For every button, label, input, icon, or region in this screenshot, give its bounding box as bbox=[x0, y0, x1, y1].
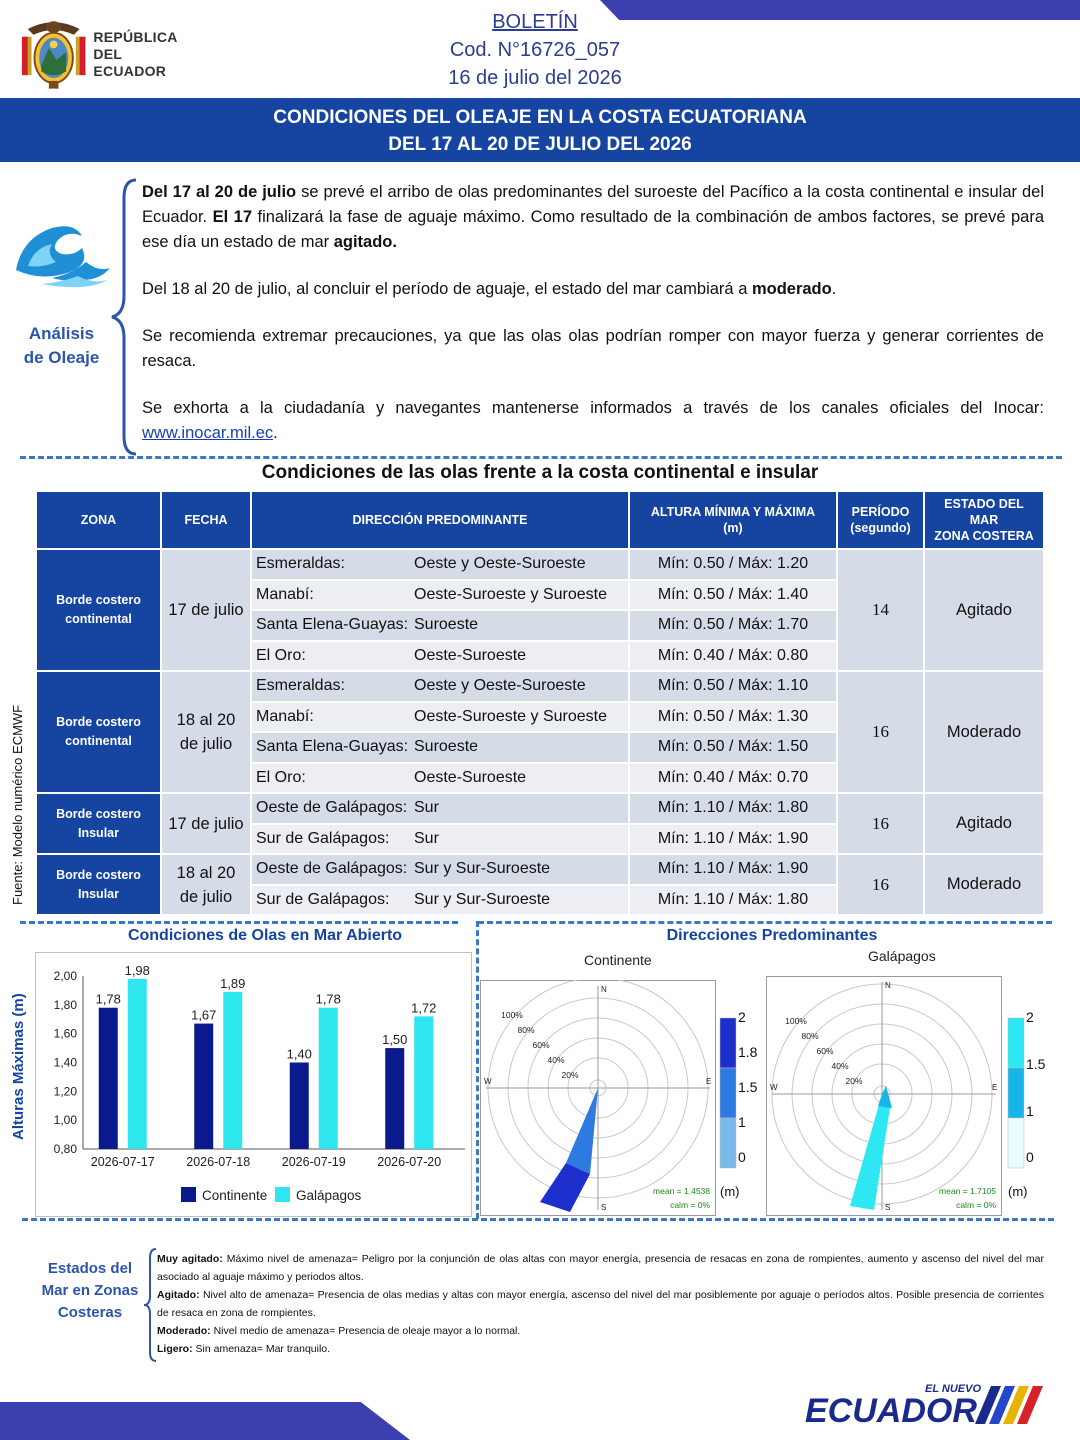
x-tick-label: 2026-07-18 bbox=[186, 1155, 251, 1169]
sea-state-cell: Moderado bbox=[924, 671, 1044, 793]
state-muy-agitado bbox=[157, 1250, 1044, 1286]
sea-state-cell: Agitado bbox=[924, 793, 1044, 854]
date-cell bbox=[161, 671, 251, 793]
compass-n-label: N bbox=[885, 981, 891, 990]
direction-cell bbox=[251, 671, 629, 702]
zone-line1: Borde costero bbox=[56, 867, 141, 882]
place-name: Santa Elena-Guayas: bbox=[256, 616, 409, 634]
header-zona: ZONA bbox=[36, 491, 161, 549]
bar-value-label: 1,89 bbox=[220, 975, 246, 991]
table-body bbox=[36, 549, 1044, 915]
y-tick-label: 1,60 bbox=[53, 1026, 77, 1041]
wave-conditions-table bbox=[35, 490, 1045, 916]
title-line2: DEL 17 AL 20 DE JULIO DEL 2026 bbox=[388, 134, 692, 155]
analysis-p1-bold-dates: Del 17 al 20 de julio bbox=[142, 183, 297, 201]
zone-cell bbox=[36, 671, 161, 793]
state-ligero bbox=[157, 1340, 1044, 1358]
header-estado-line1: ESTADO DEL bbox=[944, 497, 1024, 511]
height-cell: Mín: 0.40 / Máx: 0.70 bbox=[629, 763, 837, 794]
legend-tick-label: 1.5 bbox=[738, 1079, 758, 1095]
rose-ring-label: 60% bbox=[532, 1040, 550, 1050]
separator-1 bbox=[20, 456, 1062, 459]
separator-2-left bbox=[20, 921, 458, 924]
place-name: Oeste de Galápagos: bbox=[256, 860, 408, 878]
analysis-p2-text: Del 18 al 20 de julio, al concluir el período de aguaje, el estado del mar cambiará a bbox=[142, 280, 752, 298]
compass-n-label: N bbox=[601, 985, 607, 994]
header-direccion: DIRECCIÓN PREDOMINANTE bbox=[251, 491, 629, 549]
compass-w-label: W bbox=[484, 1077, 492, 1086]
bar-value-label: 1,50 bbox=[382, 1032, 408, 1048]
y-tick-label: 0,80 bbox=[53, 1142, 77, 1156]
compass-s-label: S bbox=[885, 1203, 891, 1212]
direction-value: Oeste-Suroeste bbox=[414, 646, 527, 664]
legend-swatch bbox=[181, 1187, 196, 1202]
direction-value: Sur y Sur-Suroeste bbox=[414, 890, 551, 908]
separator-vertical bbox=[476, 921, 479, 1219]
bar-value-label: 1,78 bbox=[315, 991, 341, 1007]
analysis-paragraph-2 bbox=[142, 277, 1044, 302]
compass-e-label: E bbox=[706, 1077, 712, 1086]
header-periodo-line1: PERÍODO bbox=[851, 505, 910, 519]
rose-continente-legend bbox=[716, 1008, 776, 1202]
state-ligero-label: Ligero: bbox=[157, 1343, 193, 1355]
place-name: El Oro: bbox=[256, 768, 306, 786]
analysis-brace bbox=[110, 178, 138, 456]
rose-continente-title: Continente bbox=[584, 952, 652, 968]
y-tick-label: 1,20 bbox=[53, 1084, 77, 1099]
direction-value: Oeste-Suroeste y Suroeste bbox=[414, 585, 607, 603]
state-agitado-text: Nivel alto de amenaza= Presencia de olas medias y altas con mayor energía, ascenso del nivel del mar posiblemente por aguaje o períodos altos. Posible presencia de corrientes de resaca en zona de rompientes. bbox=[157, 1289, 1044, 1319]
analysis-p1-bold-day: El 17 bbox=[212, 208, 253, 226]
height-cell: Mín: 0.40 / Máx: 0.80 bbox=[629, 641, 837, 672]
legend-color-block bbox=[720, 1118, 736, 1168]
place-name: Oeste de Galápagos: bbox=[256, 799, 408, 817]
wave-icon bbox=[12, 218, 112, 288]
date-line1: 18 al 20 bbox=[176, 711, 236, 729]
legend-tick-label: 1 bbox=[738, 1114, 746, 1130]
coat-of-arms-logo bbox=[20, 12, 195, 96]
legend-tick-label: 1.5 bbox=[1026, 1056, 1046, 1072]
header-estado bbox=[924, 491, 1044, 549]
place-name: Sur de Galápagos: bbox=[256, 890, 390, 908]
roses-title: Direcciones Predominantes bbox=[666, 927, 878, 944]
analysis-text bbox=[142, 180, 1044, 468]
state-agitado bbox=[157, 1286, 1044, 1322]
bar-galapagos bbox=[319, 1008, 338, 1149]
inocar-link[interactable]: www.inocar.mil.ec bbox=[142, 424, 274, 442]
analysis-p1-text-2: finalizará la fase de aguaje máximo. Como resultado de la combinación de ambos factores, se prevé para ese día un estado de mar bbox=[142, 208, 1044, 251]
rose-galapagos-title: Galápagos bbox=[868, 948, 936, 964]
legend-tick-label: 2 bbox=[738, 1009, 746, 1025]
bulletin-label: BOLETÍN bbox=[492, 11, 578, 33]
logo-big-text: ECUADOR bbox=[805, 1392, 977, 1430]
rose-ring-label: 60% bbox=[816, 1046, 834, 1056]
states-label-line1: Estados del bbox=[47, 1260, 133, 1277]
rose-ring-label: 100% bbox=[501, 1010, 523, 1020]
legend-label: Continente bbox=[202, 1188, 268, 1203]
zone-line2: Insular bbox=[78, 886, 119, 901]
state-muy-agitado-label: Muy agitado: bbox=[157, 1253, 223, 1265]
analysis-label-line1: Análisis bbox=[28, 324, 95, 343]
x-tick-label: 2026-07-20 bbox=[377, 1155, 442, 1169]
place-name: Sur de Galápagos: bbox=[256, 829, 390, 847]
date-line2: de julio bbox=[179, 887, 233, 906]
direction-value: Oeste y Oeste-Suroeste bbox=[414, 677, 586, 695]
states-brace bbox=[143, 1248, 157, 1362]
bar-value-label: 1,98 bbox=[124, 962, 150, 978]
rose-ring-label: 40% bbox=[547, 1055, 565, 1065]
state-moderado-text: Nivel medio de amenaza= Presencia de oleaje mayor a lo normal. bbox=[210, 1325, 521, 1337]
bar-continente bbox=[194, 1024, 213, 1149]
place-name: Santa Elena-Guayas: bbox=[256, 738, 409, 756]
direction-value: Sur y Sur-Suroeste bbox=[414, 860, 551, 878]
direction-value: Oeste-Suroeste bbox=[414, 768, 527, 786]
rose-ring-label: 80% bbox=[801, 1031, 819, 1041]
separator-3 bbox=[22, 1218, 1054, 1221]
separator-2-right bbox=[478, 921, 1052, 924]
zone-line1: Borde costero bbox=[56, 715, 141, 729]
rose-calm-label: calm = 0% bbox=[670, 1200, 710, 1210]
bar-continente bbox=[290, 1063, 309, 1150]
bar-galapagos bbox=[223, 992, 242, 1149]
rose-ring-label: 40% bbox=[831, 1061, 849, 1071]
bottom-decor-stripe bbox=[0, 1402, 410, 1440]
header-fecha: FECHA bbox=[161, 491, 251, 549]
height-cell: Mín: 0.50 / Máx: 1.40 bbox=[629, 580, 837, 611]
y-tick-label: 1,40 bbox=[53, 1055, 77, 1070]
analysis-label-line2: de Oleaje bbox=[23, 348, 100, 367]
title-band bbox=[0, 98, 1080, 162]
table-title: Condiciones de las olas frente a la costa continental e insular bbox=[261, 462, 819, 483]
direction-value: Suroeste bbox=[414, 616, 479, 634]
direction-cell bbox=[251, 763, 629, 794]
legend-color-block bbox=[1008, 1018, 1024, 1068]
zone-line2: continental bbox=[65, 734, 132, 748]
coat-of-arms-icon bbox=[20, 14, 87, 94]
table-row bbox=[36, 793, 1044, 824]
bar-continente bbox=[385, 1048, 404, 1149]
direction-cell bbox=[251, 580, 629, 611]
date-line1: 17 de julio bbox=[168, 814, 244, 833]
date-line1: 17 de julio bbox=[168, 601, 244, 619]
date-cell bbox=[161, 549, 251, 671]
compass-w-label: W bbox=[770, 1083, 778, 1092]
zone-line2: Insular bbox=[78, 825, 119, 840]
place-name: Manabí: bbox=[256, 707, 314, 725]
rose-mean-label: mean = 1.4538 bbox=[653, 1186, 710, 1196]
date-cell bbox=[161, 854, 251, 915]
direction-cell bbox=[251, 549, 629, 580]
bar-chart-title: Condiciones de Olas en Mar Abierto bbox=[127, 927, 403, 944]
height-cell: Mín: 0.50 / Máx: 1.20 bbox=[629, 549, 837, 580]
period-cell: 16 bbox=[837, 793, 924, 854]
direction-cell bbox=[251, 732, 629, 763]
table-row bbox=[36, 671, 1044, 702]
zone-cell bbox=[36, 793, 161, 854]
rose-continente bbox=[480, 980, 716, 1216]
rose-mean-label: mean = 1.7105 bbox=[939, 1186, 996, 1196]
direction-value: Oeste-Suroeste y Suroeste bbox=[414, 707, 607, 725]
height-cell: Mín: 1.10 / Máx: 1.90 bbox=[629, 824, 837, 855]
height-cell: Mín: 0.50 / Máx: 1.10 bbox=[629, 671, 837, 702]
analysis-p1-bold-state: agitado. bbox=[333, 233, 397, 251]
height-cell: Mín: 1.10 / Máx: 1.80 bbox=[629, 885, 837, 916]
height-cell: Mín: 0.50 / Máx: 1.50 bbox=[629, 732, 837, 763]
date-line2: de julio bbox=[179, 735, 233, 753]
place-name: El Oro: bbox=[256, 646, 306, 664]
state-agitado-label: Agitado: bbox=[157, 1289, 200, 1301]
title-line1: CONDICIONES DEL OLEAJE EN LA COSTA ECUATORIANA bbox=[273, 107, 807, 128]
bulletin-header bbox=[380, 8, 690, 92]
bar-value-label: 1,72 bbox=[411, 1000, 437, 1016]
logo-small-text: EL NUEVO bbox=[925, 1383, 982, 1395]
states-definitions bbox=[157, 1250, 1044, 1358]
direction-value: Sur bbox=[414, 799, 439, 817]
date-cell bbox=[161, 793, 251, 854]
sea-state-cell: Agitado bbox=[924, 549, 1044, 671]
analysis-p2-bold: moderado bbox=[751, 280, 832, 298]
y-tick-label: 1,00 bbox=[53, 1113, 77, 1128]
direction-cell bbox=[251, 610, 629, 641]
bar-galapagos bbox=[128, 979, 147, 1149]
bar-galapagos bbox=[414, 1016, 433, 1149]
legend-color-block bbox=[1008, 1118, 1024, 1168]
legend-tick-label: 2 bbox=[1026, 1009, 1034, 1025]
header-estado-line2: MAR bbox=[969, 513, 999, 527]
states-label-line3: Costeras bbox=[57, 1304, 123, 1321]
bar-chart-ylabel: Alturas Máximas (m) bbox=[10, 993, 27, 1140]
zone-cell bbox=[36, 549, 161, 671]
bar-continente bbox=[99, 1008, 118, 1149]
country-name-line2: DEL ECUADOR bbox=[93, 45, 167, 79]
analysis-p4-text: Se exhorta a la ciudadanía y navegantes mantenerse informados a través de los canales oficiales del Inocar: bbox=[142, 399, 1044, 417]
legend-swatch bbox=[275, 1187, 290, 1202]
direction-value: Sur bbox=[414, 829, 439, 847]
legend-label: Galápagos bbox=[296, 1188, 362, 1203]
direction-value: Suroeste bbox=[414, 738, 479, 756]
state-muy-agitado-text: Máximo nivel de amenaza= Peligro por la conjunción de olas altas con mayor energía, presencia de resacas en zona de rompientes, aumento y ascenso del nivel del mar asociado al aguaje máximo y periodos altos. bbox=[157, 1253, 1045, 1283]
rose-ring-label: 20% bbox=[845, 1076, 863, 1086]
legend-color-block bbox=[720, 1018, 736, 1068]
state-moderado-label: Moderado: bbox=[157, 1325, 211, 1337]
states-label-line2: Mar en Zonas bbox=[41, 1282, 139, 1299]
table-row bbox=[36, 854, 1044, 885]
x-tick-label: 2026-07-19 bbox=[281, 1155, 346, 1169]
date-line1: 18 al 20 bbox=[176, 863, 236, 882]
analysis-p1-text: se prevé el arribo de olas predominantes del suroeste del Pacífico a la costa continental e insular del Ecuador. bbox=[142, 183, 1044, 226]
state-moderado bbox=[157, 1322, 1044, 1340]
table-row bbox=[36, 549, 1044, 580]
header-periodo-line2: (segundo) bbox=[850, 521, 911, 535]
rose-galapagos bbox=[766, 976, 1002, 1216]
header-periodo bbox=[837, 491, 924, 549]
legend-color-block bbox=[1008, 1068, 1024, 1118]
legend-color-block bbox=[720, 1068, 736, 1118]
direction-cell bbox=[251, 702, 629, 733]
el-nuevo-ecuador-logo bbox=[805, 1380, 1050, 1430]
bar-chart bbox=[35, 952, 472, 1217]
y-tick-label: 2,00 bbox=[53, 969, 77, 983]
compass-e-label: E bbox=[992, 1083, 998, 1092]
period-cell: 14 bbox=[837, 549, 924, 671]
analysis-p2-end: . bbox=[831, 280, 837, 298]
rose-galapagos-legend bbox=[1004, 1008, 1064, 1202]
height-cell: Mín: 0.50 / Máx: 1.70 bbox=[629, 610, 837, 641]
rose-calm-label: calm = 0% bbox=[956, 1200, 996, 1210]
rose-ring-label: 20% bbox=[561, 1070, 579, 1080]
source-note: Fuente: Modelo numérico ECMWF bbox=[10, 704, 25, 905]
height-cell: Mín: 0.50 / Máx: 1.30 bbox=[629, 702, 837, 733]
direction-value: Oeste y Oeste-Suroeste bbox=[414, 555, 586, 573]
y-tick-label: 1,80 bbox=[53, 997, 77, 1012]
header-altura-line2: (m) bbox=[723, 521, 743, 535]
direction-cell bbox=[251, 854, 629, 885]
rose-ring-label: 100% bbox=[785, 1016, 807, 1026]
header-altura-line1: ALTURA MÍNIMA Y MÁXIMA bbox=[650, 505, 816, 519]
analysis-paragraph-1 bbox=[142, 180, 1044, 255]
direction-cell bbox=[251, 885, 629, 916]
analysis-paragraph-3: Se recomienda extremar precauciones, ya que las olas olas podrían romper con mayor fuerza y generar corrientes de resaca. bbox=[142, 327, 1044, 370]
bulletin-date: 16 de julio del 2026 bbox=[448, 67, 622, 89]
bar-value-label: 1,78 bbox=[95, 991, 121, 1007]
zone-line1: Borde costero bbox=[56, 593, 141, 607]
header-altura bbox=[629, 491, 837, 549]
zone-line2: continental bbox=[65, 612, 132, 626]
legend-unit-label: (m) bbox=[720, 1184, 740, 1199]
legend-unit-label: (m) bbox=[1008, 1184, 1028, 1199]
direction-cell bbox=[251, 641, 629, 672]
zone-line1: Borde costero bbox=[56, 806, 141, 821]
direction-cell bbox=[251, 824, 629, 855]
table-header-row bbox=[36, 491, 1044, 549]
direction-cell bbox=[251, 793, 629, 824]
height-cell: Mín: 1.10 / Máx: 1.90 bbox=[629, 854, 837, 885]
header-estado-line3: ZONA COSTERA bbox=[934, 529, 1034, 543]
period-cell: 16 bbox=[837, 671, 924, 793]
analysis-paragraph-4 bbox=[142, 396, 1044, 446]
sea-state-cell: Moderado bbox=[924, 854, 1044, 915]
place-name: Esmeraldas: bbox=[256, 555, 345, 573]
legend-tick-label: 1 bbox=[1026, 1103, 1034, 1119]
place-name: Manabí: bbox=[256, 585, 314, 603]
bar-value-label: 1,67 bbox=[191, 1007, 217, 1023]
analysis-label bbox=[14, 322, 109, 370]
legend-tick-label: 0 bbox=[1026, 1149, 1034, 1165]
country-name-line1: REPÚBLICA bbox=[93, 28, 178, 45]
analysis-p4-end: . bbox=[273, 424, 278, 442]
compass-s-label: S bbox=[601, 1203, 607, 1212]
states-label bbox=[30, 1258, 150, 1324]
legend-tick-label: 1.8 bbox=[738, 1044, 758, 1060]
period-cell: 16 bbox=[837, 854, 924, 915]
bar-value-label: 1,40 bbox=[286, 1046, 312, 1062]
zone-cell bbox=[36, 854, 161, 915]
state-ligero-text: Sin amenaza= Mar tranquilo. bbox=[192, 1343, 331, 1355]
rose-ring-label: 80% bbox=[517, 1025, 535, 1035]
height-cell: Mín: 1.10 / Máx: 1.80 bbox=[629, 793, 837, 824]
bulletin-code: Cod. N°16726_057 bbox=[449, 39, 621, 61]
place-name: Esmeraldas: bbox=[256, 677, 345, 695]
x-tick-label: 2026-07-17 bbox=[90, 1155, 155, 1169]
legend-tick-label: 0 bbox=[738, 1149, 746, 1165]
